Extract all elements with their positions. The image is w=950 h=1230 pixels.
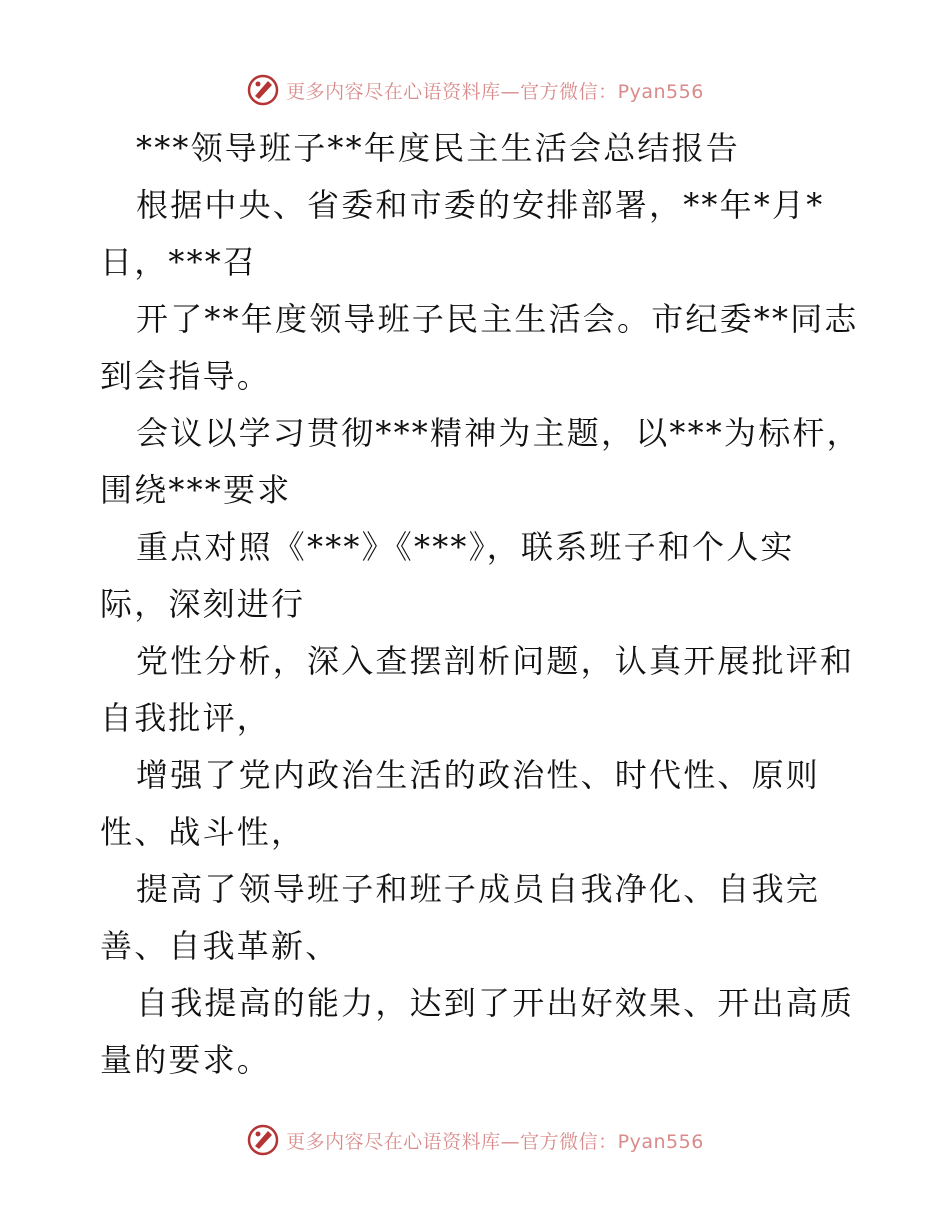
body-line: 根据中央、省委和市委的安排部署，**年*月* (136, 186, 825, 224)
watermark-text: 更多内容尽在心语资料库—官方微信：Pyan556 (286, 1130, 704, 1153)
brand-logo-icon (246, 73, 280, 107)
body-line: 提高了领导班子和班子成员自我净化、自我完 (136, 870, 821, 908)
body-line: 自我提高的能力，达到了开出好效果、开出高质 (136, 984, 855, 1022)
body-line: 会议以学习贯彻***精神为主题，以***为标杆， (136, 414, 861, 452)
body-line: 增强了党内政治生活的政治性、时代性、原则 (136, 756, 821, 794)
body-line: 开了**年度领导班子民主生活会。市纪委**同志 (136, 300, 859, 338)
body-line: 日，***召 (100, 243, 258, 281)
body-line: 性、战斗性， (100, 813, 306, 851)
body-line: 围绕***要求 (100, 471, 292, 509)
document-body (100, 120, 860, 1089)
body-line: 量的要求。 (100, 1041, 272, 1079)
header-watermark (0, 70, 950, 110)
document-title: ***领导班子**年度民主生活会总结报告 (136, 129, 741, 167)
body-line: 善、自我革新、 (100, 927, 340, 965)
body-line: 党性分析，深入查摆剖析问题，认真开展批评和 (136, 642, 855, 680)
brand-logo-icon (246, 1123, 280, 1157)
watermark-text: 更多内容尽在心语资料库—官方微信：Pyan556 (286, 80, 704, 103)
body-line: 到会指导。 (100, 357, 272, 395)
body-line: 自我批评， (100, 699, 272, 737)
footer-watermark (0, 1120, 950, 1160)
body-line: 际，深刻进行 (100, 585, 306, 623)
body-line: 重点对照《***》《***》，联系班子和个人实 (136, 528, 795, 566)
